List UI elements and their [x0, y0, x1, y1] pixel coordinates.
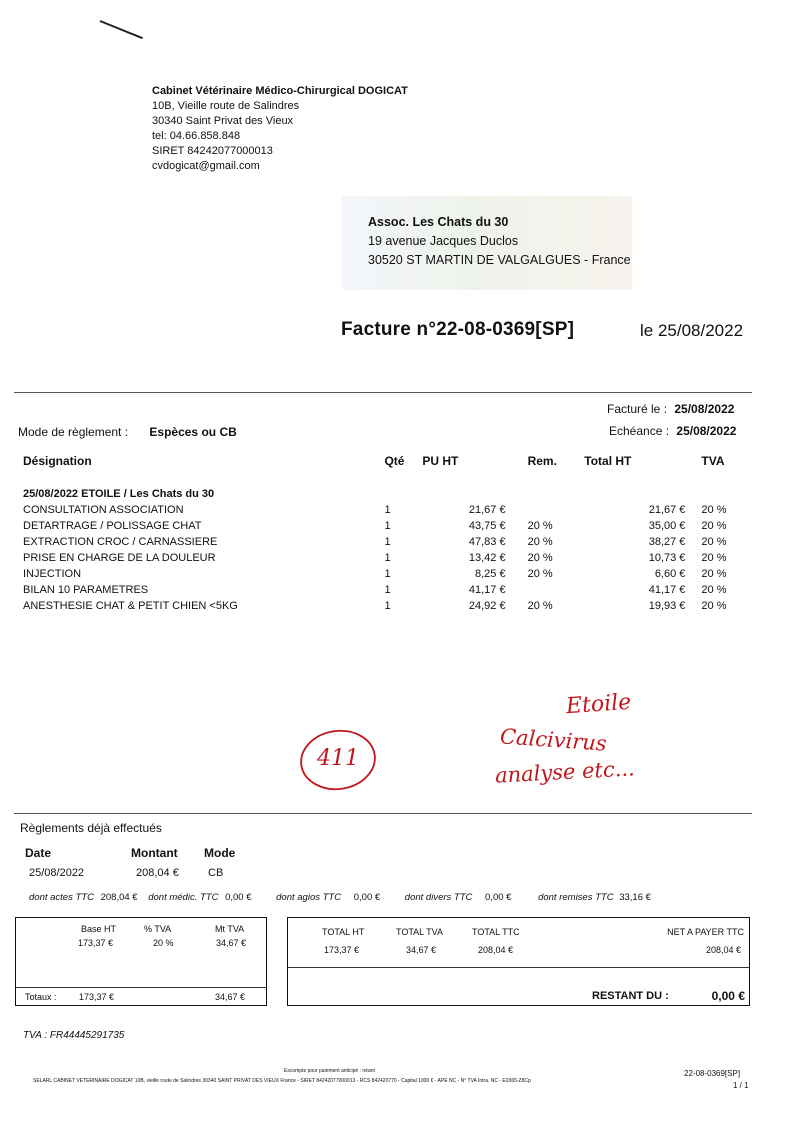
invoice-title: Facture n°22-08-0369[SP]: [341, 319, 575, 340]
handwritten-line-2: Calcivirus: [499, 724, 608, 756]
row-pu: 41,17 €: [468, 584, 506, 596]
table-row: [18, 598, 753, 614]
handwritten-number: 411: [317, 746, 359, 771]
footer-ref: 22-08-0369[SP]: [684, 1069, 741, 1078]
col-total-ht: Total HT: [584, 454, 632, 468]
agios-label: dont agios TTC: [276, 892, 342, 903]
row-rem: 20 %: [527, 520, 553, 532]
handwritten-circle-annotation: [298, 728, 378, 792]
row-pu: 21,67 €: [468, 504, 506, 516]
vendor-address-line2: 30340 Saint Privat des Vieux: [152, 115, 294, 127]
vat-pct-value: 20 %: [153, 938, 174, 948]
billed-on-value: 25/08/2022: [674, 402, 735, 416]
row-total: 41,17 €: [648, 584, 686, 596]
remises-value: 33,16 €: [619, 892, 651, 903]
row-designation: PRISE EN CHARGE DE LA DOULEUR: [23, 552, 216, 564]
vendor-block: [152, 84, 408, 174]
payments-col-amount: Montant: [131, 846, 178, 860]
row-qte: 1: [384, 536, 391, 548]
agios-value: 0,00 €: [353, 892, 381, 903]
client-address-line1: 19 avenue Jacques Duclos: [368, 234, 519, 248]
client-name: Assoc. Les Chats du 30: [368, 215, 509, 229]
vendor-siret: SIRET 84242077000013: [152, 145, 273, 157]
payments-col-date: Date: [25, 846, 52, 860]
total-ht-value: 173,37 €: [324, 945, 360, 955]
row-rem: 20 %: [527, 568, 553, 580]
vat-summary-box: [15, 917, 267, 1006]
payment-mode: CB: [208, 867, 224, 879]
vat-totals-label: Totaux :: [25, 992, 57, 1002]
vendor-phone: tel: 04.66.858.848: [152, 130, 241, 142]
payment-mode-value: Espèces ou CB: [149, 425, 237, 439]
due-date-row: [609, 424, 736, 438]
row-tva: 20 %: [701, 568, 727, 580]
row-rem: [506, 582, 585, 598]
col-designation: Désignation: [23, 454, 92, 468]
col-tva: TVA: [701, 454, 725, 468]
row-designation: INJECTION: [23, 568, 82, 580]
totals-col-ht: TOTAL HT: [322, 927, 365, 937]
row-tva: 20 %: [701, 600, 727, 612]
row-pu: 8,25 €: [474, 568, 506, 580]
row-qte: 1: [384, 504, 391, 516]
row-tva: 20 %: [701, 504, 727, 516]
client-address-line2: 30520 ST MARTIN DE VALGALGUES - France: [368, 253, 631, 267]
row-qte: 1: [384, 600, 391, 612]
handwritten-line-3: analyse etc...: [494, 756, 636, 788]
row-tva: 20 %: [701, 536, 727, 548]
row-qte: 1: [384, 568, 391, 580]
payment-mode-row: [18, 425, 237, 439]
row-total: 10,73 €: [648, 552, 686, 564]
row-total: 38,27 €: [648, 536, 686, 548]
table-row: [18, 502, 753, 518]
payment-amount: 208,04 €: [136, 867, 179, 879]
table-row: [18, 582, 753, 598]
row-qte: 1: [384, 584, 391, 596]
ttc-breakdown-row: [29, 892, 651, 903]
payment-date: 25/08/2022: [29, 867, 85, 879]
divers-label: dont divers TTC: [404, 892, 473, 903]
client-block: [368, 213, 631, 270]
vat-base-value: 173,37 €: [78, 938, 114, 948]
vat-col-pct: % TVA: [144, 924, 172, 934]
actes-value: 208,04 €: [100, 892, 138, 903]
divider: [14, 392, 752, 393]
col-remise: Rem.: [527, 454, 557, 468]
footer-escompte: Escompte pour paiement anticipé : néant: [284, 1068, 375, 1074]
table-header-row: [18, 452, 753, 470]
payment-mode-label: Mode de règlement :: [18, 425, 129, 439]
vat-mt-value: 34,67 €: [216, 938, 247, 948]
totals-col-net: NET A PAYER TTC: [667, 927, 744, 937]
billed-on-row: [607, 402, 734, 416]
row-designation: DETARTRAGE / POLISSAGE CHAT: [23, 520, 202, 532]
vat-number: TVA : FR44445291735: [23, 1030, 125, 1041]
row-tva: 20 %: [701, 520, 727, 532]
table-row: [18, 534, 753, 550]
handwritten-line-1: Etoile: [565, 689, 633, 720]
vendor-email: cvdogicat@gmail.com: [152, 160, 260, 172]
actes-label: dont actes TTC: [29, 892, 94, 903]
row-tva: 20 %: [701, 552, 727, 564]
row-rem: 20 %: [527, 536, 553, 548]
balance-due-label: RESTANT DU :: [592, 990, 669, 1002]
row-total: 19,93 €: [648, 600, 686, 612]
row-pu: 47,83 €: [468, 536, 506, 548]
row-qte: 1: [384, 552, 391, 564]
pen-scratch-mark: [100, 20, 143, 39]
due-date-value: 25/08/2022: [676, 424, 737, 438]
row-qte: 1: [384, 520, 391, 532]
vat-col-mt: Mt TVA: [215, 924, 245, 934]
row-designation: ANESTHESIE CHAT & PETIT CHIEN <5KG: [23, 600, 238, 612]
divider: [14, 813, 752, 814]
vat-col-base: Base HT: [81, 924, 117, 934]
col-pu-ht: PU HT: [422, 454, 459, 468]
due-date-label: Echéance :: [609, 424, 670, 438]
col-qte: Qté: [384, 454, 405, 468]
row-pu: 43,75 €: [468, 520, 506, 532]
payments-col-mode: Mode: [204, 846, 236, 860]
invoice-date: le 25/08/2022: [640, 321, 744, 340]
totals-box-divider: [288, 967, 749, 968]
section-row: [18, 486, 753, 502]
row-total: 6,60 €: [654, 568, 686, 580]
row-rem: 20 %: [527, 552, 553, 564]
row-pu: 13,42 €: [468, 552, 506, 564]
row-designation: CONSULTATION ASSOCIATION: [23, 504, 184, 516]
total-tva-value: 34,67 €: [406, 945, 437, 955]
vat-box-divider: [16, 987, 266, 988]
vendor-address-line1: 10B, Vieille route de Salindres: [152, 100, 300, 112]
row-pu: 24,92 €: [468, 600, 506, 612]
table-row: [18, 518, 753, 534]
totals-col-ttc: TOTAL TTC: [472, 927, 520, 937]
section-label: 25/08/2022 ETOILE / Les Chats du 30: [23, 488, 215, 500]
row-tva: 20 %: [701, 584, 727, 596]
payments-title: Règlements déjà effectués: [20, 821, 162, 835]
vendor-name: Cabinet Vétérinaire Médico-Chirurgical DOGICAT: [152, 85, 408, 97]
table-row: [18, 550, 753, 566]
divers-value: 0,00 €: [485, 892, 512, 903]
row-designation: EXTRACTION CROC / CARNASSIERE: [23, 536, 218, 548]
billed-on-label: Facturé le :: [607, 402, 668, 416]
totals-col-tva: TOTAL TVA: [396, 927, 444, 937]
footer-legal: SELARL CABINET VETERINAIRE DOGICAT 10B, vieille route de Salindres 30340 SAINT PRIVAT DES VIEUX France - SIRET 84242077000013 - RCS 842420770 - Capital 1000 € - APE NC - N° TVA Intra. NC - E0365-Z8Cp: [33, 1078, 531, 1084]
net-to-pay-value: 208,04 €: [705, 945, 741, 955]
footer-page-number: 1 / 1: [733, 1081, 749, 1090]
remises-label: dont remises TTC: [538, 892, 614, 903]
row-rem: [506, 502, 585, 518]
vat-totals-base: 173,37 €: [79, 992, 115, 1002]
totals-box: [287, 917, 750, 1006]
vat-totals-mt: 34,67 €: [215, 992, 246, 1002]
total-ttc-value: 208,04 €: [478, 945, 514, 955]
row-total: 21,67 €: [648, 504, 686, 516]
table-row: [18, 566, 753, 582]
row-designation: BILAN 10 PARAMETRES: [23, 584, 149, 596]
balance-due-value: 0,00 €: [711, 989, 745, 1003]
medic-label: dont médic. TTC: [148, 892, 219, 903]
medic-value: 0,00 €: [225, 892, 252, 903]
row-rem: 20 %: [527, 600, 553, 612]
row-total: 35,00 €: [648, 520, 686, 532]
invoice-lines-table: [18, 452, 753, 614]
